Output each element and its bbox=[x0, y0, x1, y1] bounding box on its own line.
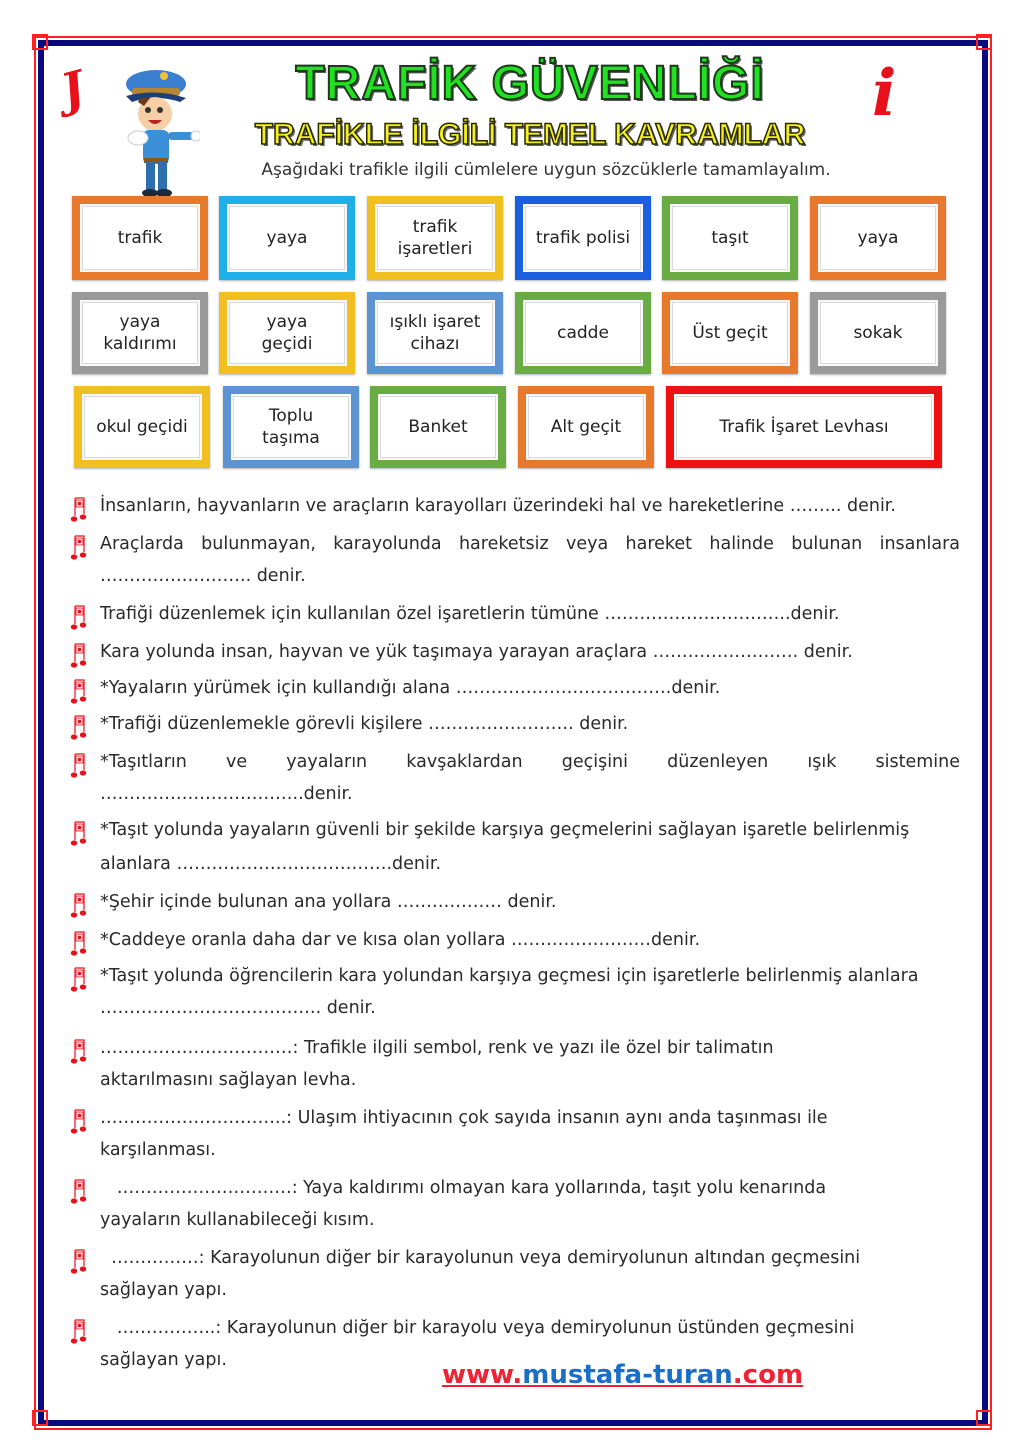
border-corner-ornament bbox=[32, 34, 48, 50]
sentence-text-continued: yayaların kullanabileceği kısım. bbox=[100, 1210, 375, 1230]
sentence-text: ……………: Karayolunun diğer bir karayolunun veya demiryolunun altından geçmesini bbox=[100, 1248, 861, 1268]
sentence-text: *Yayaların yürümek için kullandığı alana ……………………………….denir. bbox=[100, 678, 721, 698]
note-bullet-icon bbox=[70, 752, 92, 780]
website-www: www. bbox=[442, 1360, 523, 1390]
sentence-text-continued: sağlayan yapı. bbox=[100, 1280, 227, 1300]
sentence-text-continued: ……………………………….. denir. bbox=[100, 998, 376, 1018]
word-box bbox=[219, 196, 355, 280]
word-label: Banket bbox=[408, 417, 468, 437]
word-box bbox=[518, 386, 654, 468]
word-box bbox=[72, 196, 208, 280]
word-label: Trafik İşaret Levhası bbox=[719, 417, 889, 437]
sentence-text: Araçlarda bulunmayan, karayolunda hareketsiz veya hareket halinde bulunan insanlara bbox=[100, 534, 960, 554]
word-label: Üst geçit bbox=[692, 323, 768, 343]
sentence-text: İnsanların, hayvanların ve araçların karayolları üzerindeki hal ve hareketlerine ……... denir. bbox=[100, 496, 896, 516]
note-bullet-icon bbox=[70, 534, 92, 562]
word-label: trafik bbox=[117, 228, 163, 248]
note-bullet-icon bbox=[70, 1038, 92, 1066]
word-label: cadde bbox=[557, 323, 609, 343]
word-box bbox=[662, 292, 798, 374]
note-bullet-icon bbox=[70, 1318, 92, 1346]
note-bullet-icon bbox=[70, 1178, 92, 1206]
sentence-text: ……………..: Karayolunun diğer bir karayolu veya demiryolunun üstünden geçmesini bbox=[100, 1318, 855, 1338]
word-label: yaya bbox=[857, 228, 899, 248]
word-box bbox=[810, 292, 946, 374]
website-tld: .com bbox=[732, 1360, 804, 1390]
note-bullet-icon bbox=[70, 714, 92, 742]
sentence-text: *Caddeye oranla daha dar ve kısa olan yollara ……………………denir. bbox=[100, 930, 701, 950]
word-box bbox=[74, 386, 210, 468]
sentence-text: …………………………: Yaya kaldırımı olmayan kara yollarında, taşıt yolu kenarında bbox=[100, 1178, 827, 1198]
word-box bbox=[367, 196, 503, 280]
note-bullet-icon bbox=[70, 678, 92, 706]
page-subtitle: TRAFİKLE İLGİLİ TEMEL KAVRAMLAR bbox=[254, 118, 806, 151]
note-bullet-icon bbox=[70, 1108, 92, 1136]
note-bullet-icon bbox=[70, 892, 92, 920]
sentence-text: *Trafiği düzenlemekle görevli kişilere ……………………. denir. bbox=[100, 714, 629, 734]
note-bullet-icon bbox=[70, 496, 92, 524]
word-label: ışıklı işaret cihazı bbox=[389, 312, 481, 354]
sentence-text: Kara yolunda insan, hayvan ve yük taşımaya yarayan araçlara ……………………. denir. bbox=[100, 642, 853, 662]
sentence-text-continued: alanlara ……………………………….denir. bbox=[100, 854, 442, 874]
sentence-text: *Taşıt yolunda yayaların güvenli bir şekilde karşıya geçmelerini sağlayan işaretle belirlenmiş bbox=[100, 820, 910, 840]
word-label: okul geçidi bbox=[96, 417, 188, 437]
sentence-text: Trafiği düzenlemek için kullanılan özel işaretlerin tümüne …………………………..denir. bbox=[100, 604, 840, 624]
note-bullet-icon bbox=[70, 604, 92, 632]
word-box bbox=[223, 386, 359, 468]
sentence-text: *Şehir içinde bulunan ana yollara ……………… denir. bbox=[100, 892, 557, 912]
word-label: yaya kaldırımı bbox=[103, 312, 177, 354]
border-corner-ornament bbox=[32, 1410, 48, 1426]
note-bullet-icon bbox=[70, 966, 92, 994]
logo-left: J bbox=[55, 60, 91, 118]
logo-right: i bbox=[872, 56, 897, 131]
sentence-text: …………………………..: Ulaşım ihtiyacının çok sayıda insanın aynı anda taşınması ile bbox=[100, 1108, 828, 1128]
border-corner-ornament bbox=[976, 1410, 992, 1426]
word-box bbox=[367, 292, 503, 374]
sentence-text-continued: aktarılmasını sağlayan levha. bbox=[100, 1070, 357, 1090]
website-link[interactable] bbox=[442, 1360, 803, 1390]
website-name: mustafa-turan bbox=[522, 1360, 733, 1390]
word-box bbox=[515, 292, 651, 374]
traffic-police-illustration bbox=[110, 62, 200, 198]
word-label: yaya geçidi bbox=[261, 312, 313, 354]
word-box bbox=[219, 292, 355, 374]
word-label: Toplu taşıma bbox=[262, 406, 320, 448]
word-box bbox=[662, 196, 798, 280]
note-bullet-icon bbox=[70, 642, 92, 670]
word-box bbox=[666, 386, 942, 468]
word-label: trafik işaretleri bbox=[397, 217, 473, 259]
note-bullet-icon bbox=[70, 1248, 92, 1276]
instruction-text: Aşağıdaki trafikle ilgili cümlelere uygun sözcüklerle tamamlayalım. bbox=[261, 160, 831, 180]
word-box bbox=[72, 292, 208, 374]
sentence-text-continued: …………………….. denir. bbox=[100, 566, 306, 586]
sentence-text: *Taşıtların ve yayaların kavşaklardan geçişini düzenleyen ışık sistemine bbox=[100, 752, 960, 772]
sentence-text: *Taşıt yolunda öğrencilerin kara yolundan karşıya geçmesi için işaretlerle belirlenmiş alanlara bbox=[100, 966, 919, 986]
note-bullet-icon bbox=[70, 820, 92, 848]
word-label: yaya bbox=[266, 228, 308, 248]
word-box bbox=[515, 196, 651, 280]
word-box bbox=[370, 386, 506, 468]
word-label: taşıt bbox=[711, 228, 749, 248]
word-label: sokak bbox=[853, 323, 903, 343]
sentence-text: ……………………………: Trafikle ilgili sembol, renk ve yazı ile özel bir talimatın bbox=[100, 1038, 774, 1058]
sentence-text-continued: ……………………………..denir. bbox=[100, 784, 353, 804]
sentence-text-continued: sağlayan yapı. bbox=[100, 1350, 227, 1370]
word-label: Alt geçit bbox=[550, 417, 622, 437]
border-corner-ornament bbox=[976, 34, 992, 50]
word-box bbox=[810, 196, 946, 280]
word-label: trafik polisi bbox=[535, 228, 631, 248]
note-bullet-icon bbox=[70, 930, 92, 958]
sentence-text-continued: karşılanması. bbox=[100, 1140, 216, 1160]
page-title: TRAFİK GÜVENLİĞİ bbox=[295, 57, 765, 110]
